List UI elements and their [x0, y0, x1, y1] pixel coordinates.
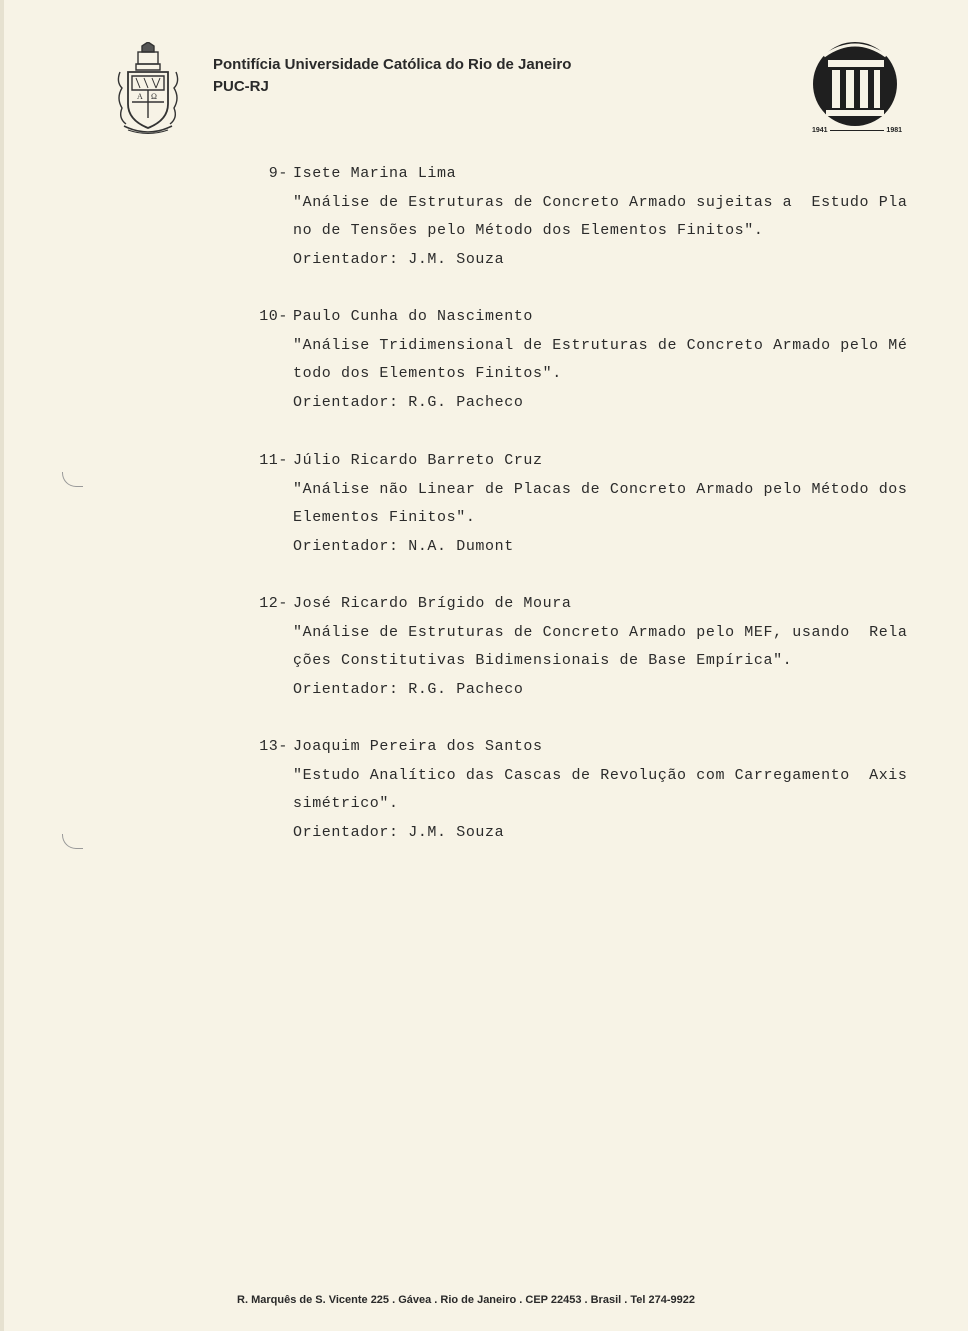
svg-text:Ω: Ω: [151, 92, 157, 101]
entry-body: [293, 590, 908, 705]
author-name: Júlio Ricardo Barreto Cruz: [293, 452, 543, 469]
thesis-title-line: simétrico".: [293, 795, 399, 813]
svg-text:A: A: [137, 92, 143, 101]
advisor: Orientador: J.M. Souza: [293, 824, 505, 842]
entry-number: 11-: [259, 452, 288, 469]
puc-crest-logo: [112, 42, 184, 138]
anniversary-divider: [830, 130, 885, 131]
entry-body: [293, 303, 908, 418]
thesis-title-line: "Análise de Estruturas de Concreto Armado sujeitas a Estudo Pla: [293, 193, 908, 211]
university-abbreviation: PUC-RJ: [213, 78, 269, 95]
author-name: Isete Marina Lima: [293, 165, 457, 182]
author-name: José Ricardo Brígido de Moura: [293, 595, 572, 612]
entry-body: [293, 160, 908, 275]
entry-number: 12-: [259, 595, 288, 612]
thesis-title-line: "Análise de Estruturas de Concreto Armado pelo MEF, usando Rela: [293, 623, 908, 641]
entry-body: [293, 447, 908, 562]
advisor: Orientador: R.G. Pacheco: [293, 681, 524, 699]
anniversary-years: [812, 127, 902, 134]
binder-mark: [62, 472, 83, 487]
thesis-title-line: no de Tensões pelo Método dos Elementos Finitos".: [293, 222, 764, 240]
page-edge: [0, 0, 4, 1331]
advisor: Orientador: N.A. Dumont: [293, 538, 514, 556]
thesis-title-line: Elementos Finitos".: [293, 509, 476, 527]
advisor: Orientador: J.M. Souza: [293, 251, 505, 269]
author-name: Joaquim Pereira dos Santos: [293, 738, 543, 755]
advisor: Orientador: R.G. Pacheco: [293, 394, 524, 412]
thesis-title-line: ções Constitutivas Bidimensionais de Base Empírica".: [293, 652, 793, 670]
footer-address: R. Marquês de S. Vicente 225 . Gávea . Rio de Janeiro . CEP 22453 . Brasil . Tel 274-9922: [237, 1294, 695, 1306]
entry-number: 9-: [268, 165, 288, 182]
binder-mark: [62, 834, 83, 849]
anniversary-start-year: 1941: [812, 127, 828, 134]
anniversary-end-year: 1981: [886, 127, 902, 134]
author-name: Paulo Cunha do Nascimento: [293, 308, 534, 325]
thesis-title-line: "Análise não Linear de Placas de Concreto Armado pelo Método dos: [293, 480, 908, 498]
letterhead: [213, 54, 571, 98]
entry-body: [293, 733, 908, 848]
entry-number: 10-: [259, 308, 288, 325]
thesis-title-line: todo dos Elementos Finitos".: [293, 365, 562, 383]
university-name: Pontifícia Universidade Católica do Rio de Janeiro: [213, 56, 572, 73]
thesis-title-line: "Análise Tridimensional de Estruturas de Concreto Armado pelo Mé: [293, 336, 908, 354]
entry-number: 13-: [259, 738, 288, 755]
thesis-title-line: "Estudo Analítico das Cascas de Revolução com Carregamento Axis: [293, 766, 908, 784]
